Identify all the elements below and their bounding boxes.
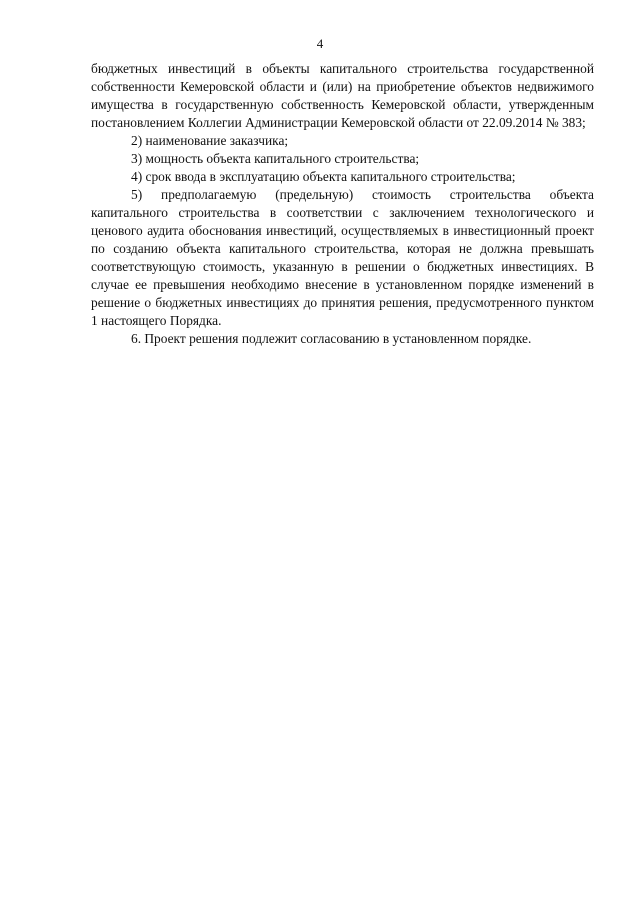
paragraph-continuation: бюджетных инвестиций в объекты капитального строительства государственной собственности Кемеровской области и (или) на приобретение объектов недвижимого имущества в государственную собственность Кемеровской области, утвержденным постановлением Коллегии Администрации Кемеровской области от 22.09.2014 № 383; [91,61,594,130]
paragraph-item-2: 2) наименование заказчика; [131,133,289,148]
page-number: 4 [316,36,324,51]
document-body [91,60,594,348]
paragraph-section-6: 6. Проект решения подлежит согласованию в установленном порядке. [131,331,532,346]
paragraph-item-4: 4) срок ввода в эксплуатацию объекта капитального строительства; [131,169,516,184]
paragraph-item-5: 5) предполагаемую (предельную) стоимость строительства объекта капитального строительства в соответствии с заключением технологического и ценового аудита обоснования инвестиций, осуществляемых в инвестиционный проект по созданию объекта капитального строительства, которая не должна превышать соответствующую стоимость, указанную в решении о бюджетных инвестициях. В случае ее превышения необходимо внесение в установленном порядке изменений в решение о бюджетных инвестициях до принятия решения, предусмотренного пунктом 1 настоящего Порядка. [91,187,594,328]
paragraph-item-3: 3) мощность объекта капитального строительства; [131,151,420,166]
